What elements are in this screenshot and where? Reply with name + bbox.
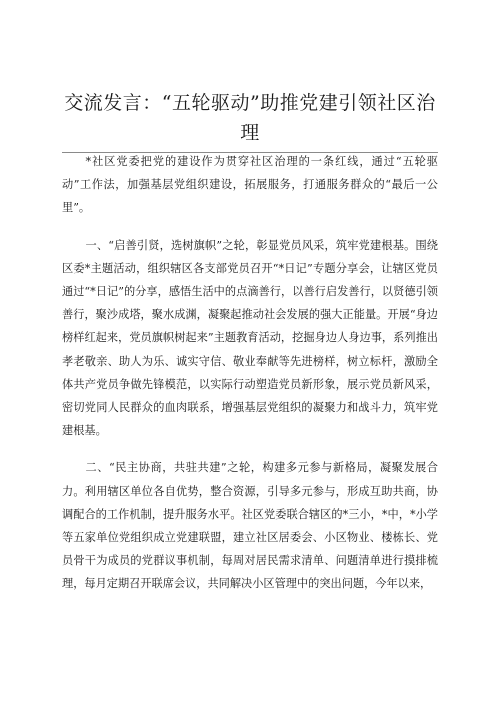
paragraph-section-2: 二、“民主协商，共驻共建”之轮，构建多元参与新格局，凝聚发展合力。利用辖区单位各自优势，整合资源，引导多元参与，形成互助共商，协调配合的工作机制，提升服务水平。社区党委联合辖区的*三小，*中，*小学等五家单位党组织成立党建联盟，建立社区居委会、小区物业、楼栋长、党员骨干为成员的党群议事机制，每周对居民需求清单、问题清单进行摸排梳理，每月定期召开联席会议，共同解决小区管理中的突出问题，今年以来，: [62, 461, 438, 591]
paragraph-intro: *社区党委把党的建设作为贯穿社区治理的一条红线，通过“五轮驱动”工作法，加强基层党组织建设，拓展服务，打通服务群众的“最后一公里”。: [62, 155, 438, 215]
title-line-2: 理: [240, 122, 260, 144]
document-title: [62, 88, 438, 153]
paragraph-section-1: 一、“启善引贤，选树旗帜”之轮，彰显党员风采，筑牢党建根基。围绕区委*主题活动，组织辖区各支部党员召开“*日记”专题分享会，让辖区党员通过“*日记”的分享，感悟生活中的点滴善行，以善行启发善行，以贤德引领善行，聚沙成塔，聚水成渊，凝聚起推动社会发展的强大正能量。开展“身边榜样红起来，党员旗帜树起来”主题教育活动，挖掘身边人身边事，系列推出孝老敬亲、助人为乐、诚实守信、敬业奉献等先进榜样，树立标杆，激励全体共产党员争做先锋模范，以实际行动塑造党员新形象，展示党员新风采，密切党同人民群众的血肉联系，增强基层党组织的凝聚力和战斗力，筑牢党建根基。: [62, 238, 438, 438]
document-body: [62, 150, 438, 610]
title-line-1: 交流发言：“五轮驱动”助推党建引领社区治: [64, 92, 436, 114]
